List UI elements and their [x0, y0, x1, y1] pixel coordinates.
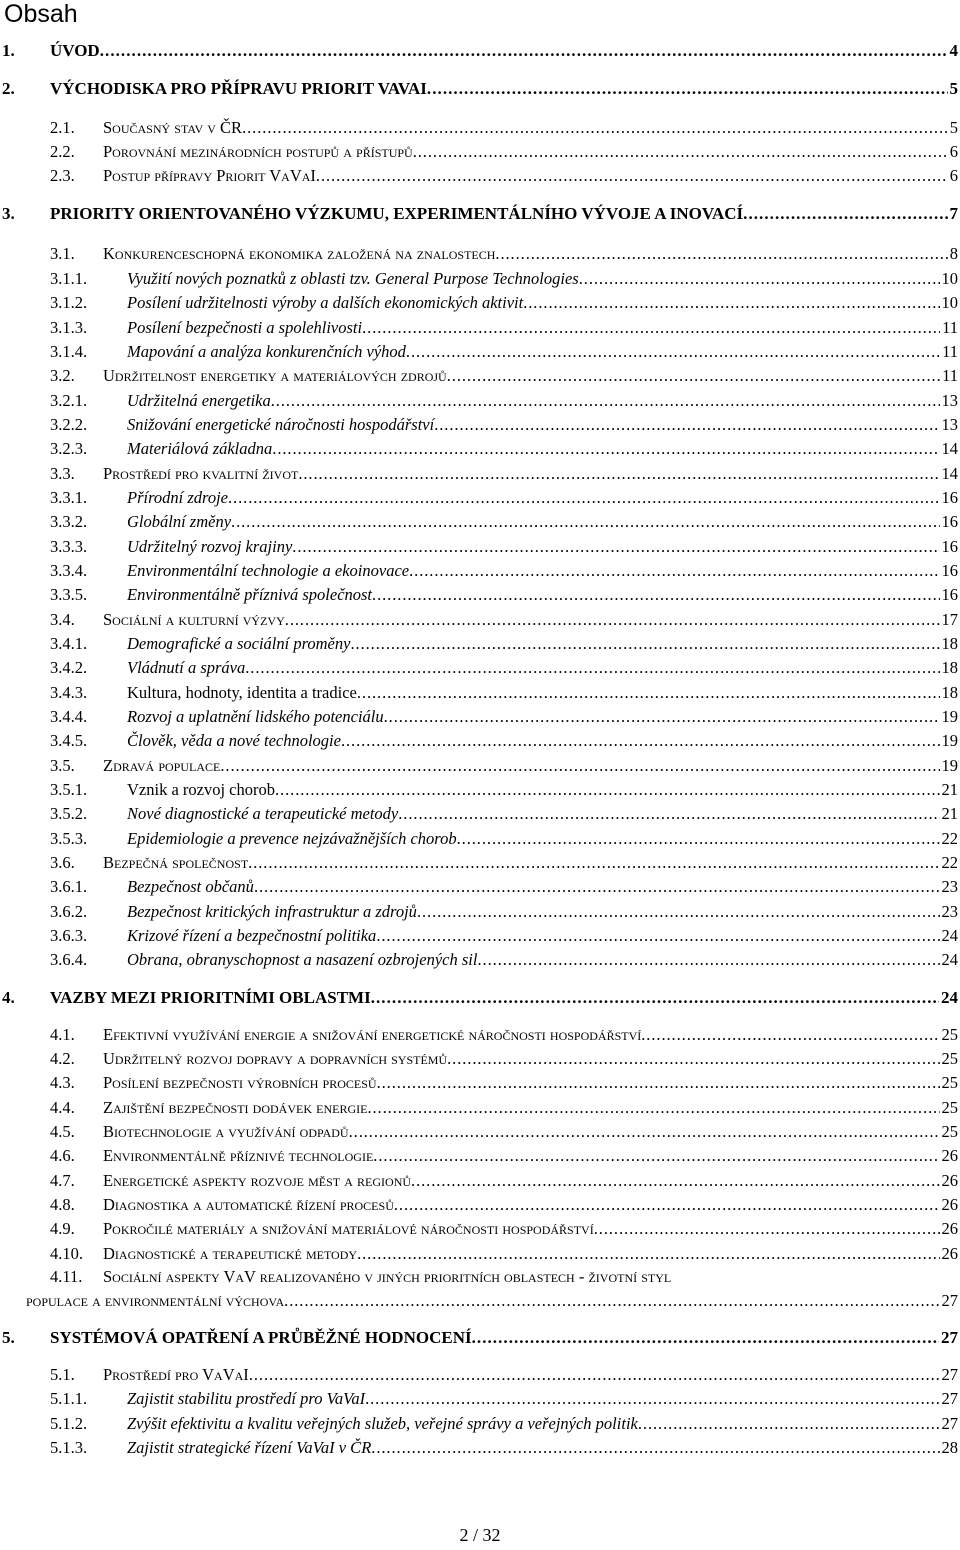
toc-entry-page: 27	[941, 1328, 958, 1347]
toc-entry-text: Zdravá populace	[103, 756, 221, 775]
toc-entry-number: 3.3.2.	[50, 512, 88, 531]
toc-entry[interactable]	[0, 1364, 958, 1386]
toc-entry[interactable]	[0, 1388, 958, 1410]
toc-entry-text: Udržitelná energetika	[127, 391, 271, 410]
toc-entry-page: 27	[941, 1365, 958, 1384]
toc-entry-number: 3.3.1.	[50, 488, 88, 507]
toc-entry-text: Obrana, obranyschopnost a nasazení ozbrojených sil	[127, 950, 478, 969]
toc-entry-number: 1.	[2, 41, 15, 60]
dot-leader	[384, 706, 940, 728]
toc-entry-text: Krizové řízení a bezpečnostní politika	[127, 926, 377, 945]
toc-entry-number: 5.1.1.	[50, 1389, 88, 1408]
toc-entry-number: 2.2.	[50, 142, 75, 161]
toc-entry-text: Porovnání mezinárodních postupů a přístupů	[103, 142, 413, 161]
toc-entry-number: 3.6.3.	[50, 926, 88, 945]
toc-entry-number: 3.4.4.	[50, 707, 88, 726]
toc-entry[interactable]	[0, 1121, 958, 1143]
toc-entry[interactable]	[0, 1024, 958, 1046]
dot-leader	[594, 1218, 940, 1240]
toc-entry[interactable]	[0, 487, 958, 509]
toc-entry-page: 14	[941, 439, 958, 458]
toc-entry-page: 6	[949, 142, 958, 161]
toc-entry-page: 26	[941, 1171, 958, 1190]
toc-entry-number: 3.1.3.	[50, 318, 88, 337]
page-number: 2 / 32	[459, 1525, 501, 1545]
toc-entry-page: 23	[941, 902, 958, 921]
toc-entry-text: ÚVOD	[50, 41, 100, 60]
toc-entry-number: 3.3.	[50, 464, 75, 483]
dot-leader	[394, 1194, 940, 1216]
dot-leader	[579, 268, 940, 290]
toc-entry-page: 25	[941, 1122, 958, 1141]
toc-entry-text: Posílení bezpečnosti výrobních procesů	[103, 1073, 377, 1092]
toc-entry-page: 5	[949, 79, 958, 98]
toc-entry-text: Zvýšit efektivitu a kvalitu veřejných služeb, veřejné správy a veřejných politik	[127, 1414, 638, 1433]
dot-leader	[341, 730, 940, 752]
toc-entry-number: 3.4.1.	[50, 634, 88, 653]
toc-entry-page: 26	[941, 1195, 958, 1214]
toc-entry-text: Současný stav v ČR	[103, 118, 243, 137]
toc-entry-page: 22	[941, 829, 958, 848]
dot-leader	[357, 682, 940, 704]
toc-entry-text: Vznik a rozvoj chorob	[127, 780, 275, 799]
toc-entry-text: Diagnostické a terapeutické metody	[103, 1244, 358, 1263]
dot-leader	[406, 341, 940, 363]
toc-entry-page: 16	[941, 537, 958, 556]
toc-entry[interactable]	[0, 438, 958, 460]
toc-entry-page: 16	[941, 512, 958, 531]
toc-entry-number: 3.4.5.	[50, 731, 88, 750]
toc-entry[interactable]	[0, 414, 958, 436]
dot-leader	[275, 779, 940, 801]
dot-leader	[254, 876, 940, 898]
toc-entry-number: 3.2.2.	[50, 415, 88, 434]
toc-entry-page: 26	[941, 1244, 958, 1263]
toc-entry-number: 4.2.	[50, 1049, 75, 1068]
toc-entry-number: 3.1.4.	[50, 342, 88, 361]
toc-entry-number: 4.10.	[50, 1244, 83, 1263]
toc-entry-text: Prostředí pro VaVaI	[103, 1365, 249, 1384]
dot-leader	[447, 365, 940, 387]
toc-entry-number: 4.3.	[50, 1073, 75, 1092]
toc-entry-page: 21	[941, 780, 958, 799]
dot-leader	[285, 609, 940, 631]
toc-entry-page: 25	[941, 1098, 958, 1117]
toc-entry[interactable]	[0, 117, 958, 139]
toc-entry-number: 3.5.1.	[50, 780, 88, 799]
toc-entry-number: 3.4.3.	[50, 683, 88, 702]
toc-entry[interactable]	[0, 560, 958, 582]
toc-entry[interactable]	[0, 949, 958, 971]
toc-entry-text: Prostředí pro kvalitní život	[103, 464, 299, 483]
dot-leader	[292, 536, 939, 558]
dot-leader	[284, 1290, 939, 1312]
toc-entry-page: 4	[949, 41, 958, 60]
toc-entry-page: 26	[941, 1146, 958, 1165]
dot-leader	[231, 511, 939, 533]
toc-entry-text: Globální změny	[127, 512, 232, 531]
toc-entry[interactable]	[0, 341, 958, 363]
toc-entry-number: 2.	[2, 79, 15, 98]
dot-leader	[411, 1170, 939, 1192]
toc-entry[interactable]	[0, 584, 958, 606]
dot-leader	[447, 1048, 939, 1070]
toc-entry[interactable]	[0, 141, 958, 163]
toc-entry-text: Environmentálně příznivá společnost	[127, 585, 373, 604]
toc-entry[interactable]	[0, 755, 958, 777]
toc-entry-text: Materiálová základna	[127, 439, 273, 458]
toc-entry-page: 16	[941, 585, 958, 604]
toc-entry-number: 3.1.1.	[50, 269, 88, 288]
toc-entry[interactable]	[0, 1145, 958, 1167]
dot-leader	[349, 1121, 940, 1143]
toc-entry-number: 5.1.	[50, 1365, 75, 1384]
toc-entry-text: Posílení bezpečnosti a spolehlivosti	[127, 318, 363, 337]
dot-leader	[272, 438, 939, 460]
toc-entry-text: VAZBY MEZI PRIORITNÍMI OBLASTMI	[50, 988, 371, 1007]
toc-entry-page: 8	[949, 244, 958, 263]
dot-leader	[249, 1364, 940, 1386]
toc-entry-number: 5.	[2, 1328, 15, 1347]
toc-entry-page: 26	[941, 1219, 958, 1238]
toc-entry[interactable]	[0, 268, 958, 290]
dot-leader	[371, 1437, 939, 1459]
dot-leader	[298, 463, 939, 485]
toc-entry-text: Epidemiologie a prevence nejzávažnějších chorob	[127, 829, 457, 848]
dot-leader	[220, 755, 939, 777]
toc-entry[interactable]	[0, 706, 958, 728]
toc-entry-page: 24	[941, 988, 958, 1007]
toc-entry[interactable]	[0, 317, 958, 339]
toc-entry[interactable]	[0, 828, 958, 850]
dot-leader	[357, 1243, 939, 1265]
toc-entry[interactable]	[0, 78, 958, 100]
dot-leader	[638, 1413, 940, 1435]
toc-entry-page: 18	[941, 658, 958, 677]
dot-leader	[495, 243, 947, 265]
toc-entry-text: Efektivní využívání energie a snižování energetické náročnosti hospodářství	[103, 1025, 642, 1044]
dot-leader	[371, 987, 939, 1009]
dot-leader	[377, 1072, 940, 1094]
toc-entry[interactable]	[0, 1097, 958, 1119]
toc-entry-number: 3.6.1.	[50, 877, 88, 896]
toc-entry-text: Přírodní zdroje	[127, 488, 228, 507]
toc-entry-text: Demografické a sociální proměny	[127, 634, 351, 653]
toc-entry-text: Udržitelnost energetiky a materiálových zdrojů	[103, 366, 447, 385]
dot-leader	[362, 317, 940, 339]
toc-entry[interactable]	[0, 1327, 958, 1349]
dot-leader	[427, 78, 948, 100]
toc-entry-page: 16	[941, 561, 958, 580]
toc-entry-text: Udržitelný rozvoj dopravy a dopravních systémů	[103, 1049, 448, 1068]
toc-entry-text[interactable]: Sociální aspekty VaV realizovaného v jiných prioritních oblastech - životní styl	[103, 1267, 672, 1286]
toc-entry-text: VÝCHODISKA PRO PŘÍPRAVU PRIORIT VAVAI	[50, 79, 427, 98]
dot-leader	[365, 1388, 939, 1410]
dot-leader	[100, 40, 948, 62]
toc-entry-page: 19	[941, 707, 958, 726]
toc-entry[interactable]	[0, 730, 958, 752]
dot-leader	[372, 584, 939, 606]
toc-entry-text: Člověk, věda a nové technologie	[127, 731, 341, 750]
toc-entry-page: 10	[941, 293, 958, 312]
dot-leader	[472, 1327, 939, 1349]
toc-entry[interactable]	[0, 165, 958, 187]
toc-entry-number: 3.1.	[50, 244, 75, 263]
toc-entry-number: 4.	[2, 988, 15, 1007]
toc-entry-page: 17	[941, 610, 958, 629]
toc-entry-number: 3.3.3.	[50, 537, 88, 556]
toc-entry-number: 3.2.3.	[50, 439, 88, 458]
dot-leader	[457, 828, 940, 850]
toc-entry-number: 4.9.	[50, 1219, 75, 1238]
toc-entry-page: 11	[942, 342, 958, 361]
toc-entry-number: 3.2.1.	[50, 391, 88, 410]
toc-entry-page: 27	[941, 1291, 958, 1310]
toc-entry-text: Pokročilé materiály a snižování materiálové náročnosti hospodářství	[103, 1219, 594, 1238]
toc-entry-number: 4.6.	[50, 1146, 75, 1165]
toc-entry[interactable]	[0, 1290, 958, 1312]
dot-leader	[398, 803, 939, 825]
toc-entry[interactable]	[0, 390, 958, 412]
toc-entry-page: 28	[941, 1438, 958, 1457]
toc-entry-number: 5.1.3.	[50, 1438, 88, 1457]
toc-entry-page: 11	[942, 318, 958, 337]
toc-entry-page: 27	[941, 1389, 958, 1408]
toc-entry-number: 2.1.	[50, 118, 75, 137]
toc-entry[interactable]	[0, 365, 958, 387]
toc-entry[interactable]	[0, 609, 958, 631]
toc-entry-page: 18	[941, 634, 958, 653]
toc-entry[interactable]	[0, 203, 958, 225]
toc-entry-page: 21	[941, 804, 958, 823]
toc-entry[interactable]	[0, 463, 958, 485]
toc-entry[interactable]	[0, 657, 958, 679]
dot-leader	[523, 292, 939, 314]
toc-entry-text: Nové diagnostické a terapeutické metody	[127, 804, 399, 823]
toc-entry-number: 3.3.4.	[50, 561, 88, 580]
toc-entry-page: 13	[941, 391, 958, 410]
toc-entry[interactable]	[0, 1194, 958, 1216]
dot-leader	[271, 390, 940, 412]
toc-entry[interactable]	[0, 852, 958, 874]
toc-entry[interactable]	[0, 1072, 958, 1094]
toc-entry-page: 24	[941, 926, 958, 945]
toc-entry-number: 4.8.	[50, 1195, 75, 1214]
toc-entry[interactable]	[0, 511, 958, 533]
toc-entry[interactable]	[0, 1413, 958, 1435]
toc-entry[interactable]	[0, 536, 958, 558]
toc-entry-page: 27	[941, 1414, 958, 1433]
toc-entry[interactable]	[0, 803, 958, 825]
toc-entry-number: 4.5.	[50, 1122, 75, 1141]
toc-entry-text: Využití nových poznatků z oblasti tzv. General Purpose Technologies	[127, 269, 579, 288]
toc-entry-text: Environmentální technologie a ekoinovace	[127, 561, 410, 580]
toc-entry[interactable]	[0, 925, 958, 947]
toc-entry[interactable]	[0, 682, 958, 704]
toc-entry-page: 13	[941, 415, 958, 434]
toc-entry-text: Posílení udržitelnosti výroby a dalších ekonomických aktivit	[127, 293, 524, 312]
toc-entry-text: Environmentálně příznivé technologie	[103, 1146, 374, 1165]
toc-entry-page: 6	[949, 166, 958, 185]
dot-leader	[743, 203, 947, 225]
toc-entry-text: Zajištění bezpečnosti dodávek energie	[103, 1098, 368, 1117]
toc-entry-number: 3.4.2.	[50, 658, 88, 677]
dot-leader	[409, 560, 939, 582]
toc-entry-text: Konkurenceschopná ekonomika založená na znalostech	[103, 244, 496, 263]
toc-entry[interactable]	[0, 1437, 958, 1459]
toc-entry-text: Kultura, hodnoty, identita a tradice	[127, 683, 357, 702]
toc-entry-page: 18	[941, 683, 958, 702]
dot-leader	[417, 901, 940, 923]
toc-entry-text: Postup přípravy Priorit VaVaI	[103, 166, 316, 185]
toc-entry[interactable]	[0, 1218, 958, 1240]
toc-entry-page: 24	[941, 950, 958, 969]
toc-entry-number: 3.2.	[50, 366, 75, 385]
toc-entry-text: Udržitelný rozvoj krajiny	[127, 537, 293, 556]
toc-entry-number: 3.5.2.	[50, 804, 88, 823]
toc-entry-text: Mapování a analýza konkurenčních výhod	[127, 342, 406, 361]
toc-entry-text: Bezpečná společnost	[103, 853, 249, 872]
toc-entry-number: 4.11.	[50, 1267, 83, 1286]
toc-entry-page: 19	[941, 756, 958, 775]
toc-entry[interactable]	[0, 292, 958, 314]
toc-entry-number: 3.5.	[50, 756, 75, 775]
toc-entry-number: 3.4.	[50, 610, 75, 629]
toc-entry-text: Sociální a kulturní výzvy	[103, 610, 285, 629]
dot-leader	[242, 117, 948, 139]
toc-entry[interactable]	[0, 1170, 958, 1192]
toc-entry-page: 14	[941, 464, 958, 483]
dot-leader	[367, 1097, 939, 1119]
toc-entry-text: Bezpečnost občanů	[127, 877, 254, 896]
toc-entry-text: Zajistit stabilitu prostředí pro VaVaI	[127, 1389, 366, 1408]
dot-leader	[245, 657, 939, 679]
toc-entry-page: 16	[941, 488, 958, 507]
toc-entry-number: 4.7.	[50, 1171, 75, 1190]
toc-entry[interactable]	[0, 901, 958, 923]
dot-leader	[376, 925, 939, 947]
toc-entry-number: 5.1.2.	[50, 1414, 88, 1433]
toc-entry-text: Energetické aspekty rozvoje měst a regionů	[103, 1171, 412, 1190]
dot-leader	[248, 852, 939, 874]
toc-entry[interactable]	[0, 1243, 958, 1265]
toc-entry-page: 7	[949, 204, 958, 223]
dot-leader	[434, 414, 939, 436]
toc-entry-page: 11	[942, 366, 958, 385]
toc-entry-number: 3.5.3.	[50, 829, 88, 848]
toc-entry-text: Bezpečnost kritických infrastruktur a zdrojů	[127, 902, 417, 921]
toc-entry-page: 19	[941, 731, 958, 750]
toc-entry-text: Vládnutí a správa	[127, 658, 246, 677]
toc-entry[interactable]	[0, 633, 958, 655]
toc-entry-number: 2.3.	[50, 166, 75, 185]
toc-entry-number: 3.	[2, 204, 15, 223]
toc-entry-page: 5	[949, 118, 958, 137]
toc-entry-number: 3.6.2.	[50, 902, 88, 921]
dot-leader	[641, 1024, 939, 1046]
toc-entry[interactable]	[0, 987, 958, 1009]
toc-entry-number: 3.3.5.	[50, 585, 88, 604]
dot-leader	[477, 949, 939, 971]
dot-leader	[373, 1145, 939, 1167]
toc-entry[interactable]	[0, 40, 958, 62]
toc-entry-text: Snižování energetické náročnosti hospodářství	[127, 415, 435, 434]
toc-entry-page: 25	[941, 1073, 958, 1092]
toc-title: Obsah	[4, 0, 78, 28]
toc-entry-page: 25	[941, 1049, 958, 1068]
toc-entry-text: Biotechnologie a využívání odpadů	[103, 1122, 349, 1141]
dot-leader	[350, 633, 939, 655]
toc-entry-text: SYSTÉMOVÁ OPATŘENÍ A PRŮBĚŽNÉ HODNOCENÍ	[50, 1328, 472, 1347]
toc-entry-number: 3.6.4.	[50, 950, 88, 969]
toc-entry-text: Diagnostika a automatické řízení procesů	[103, 1195, 394, 1214]
toc-entry-text-cont: populace a environmentální výchova	[26, 1291, 285, 1310]
toc-entry-text: PRIORITY ORIENTOVANÉHO VÝZKUMU, EXPERIMENTÁLNÍHO VÝVOJE A INOVACÍ	[50, 204, 744, 223]
toc-entry[interactable]	[0, 876, 958, 898]
dot-leader	[316, 165, 948, 187]
toc-entry-page: 23	[941, 877, 958, 896]
toc-entry-number: 3.6.	[50, 853, 75, 872]
toc-entry-number: 4.1.	[50, 1025, 75, 1044]
toc-entry-page: 10	[941, 269, 958, 288]
toc-entry[interactable]	[0, 1048, 958, 1070]
toc-entry-number: 3.1.2.	[50, 293, 88, 312]
toc-entry-page: 22	[941, 853, 958, 872]
dot-leader	[413, 141, 948, 163]
toc-entry-text: Rozvoj a uplatnění lidského potenciálu	[127, 707, 384, 726]
toc-entry-page: 25	[941, 1025, 958, 1044]
toc-entry[interactable]	[0, 779, 958, 801]
toc-entry-number: 4.4.	[50, 1098, 75, 1117]
toc-entry-text: Zajistit strategické řízení VaVaI v ČR	[127, 1438, 372, 1457]
toc-entry[interactable]	[0, 243, 958, 265]
dot-leader	[228, 487, 940, 509]
